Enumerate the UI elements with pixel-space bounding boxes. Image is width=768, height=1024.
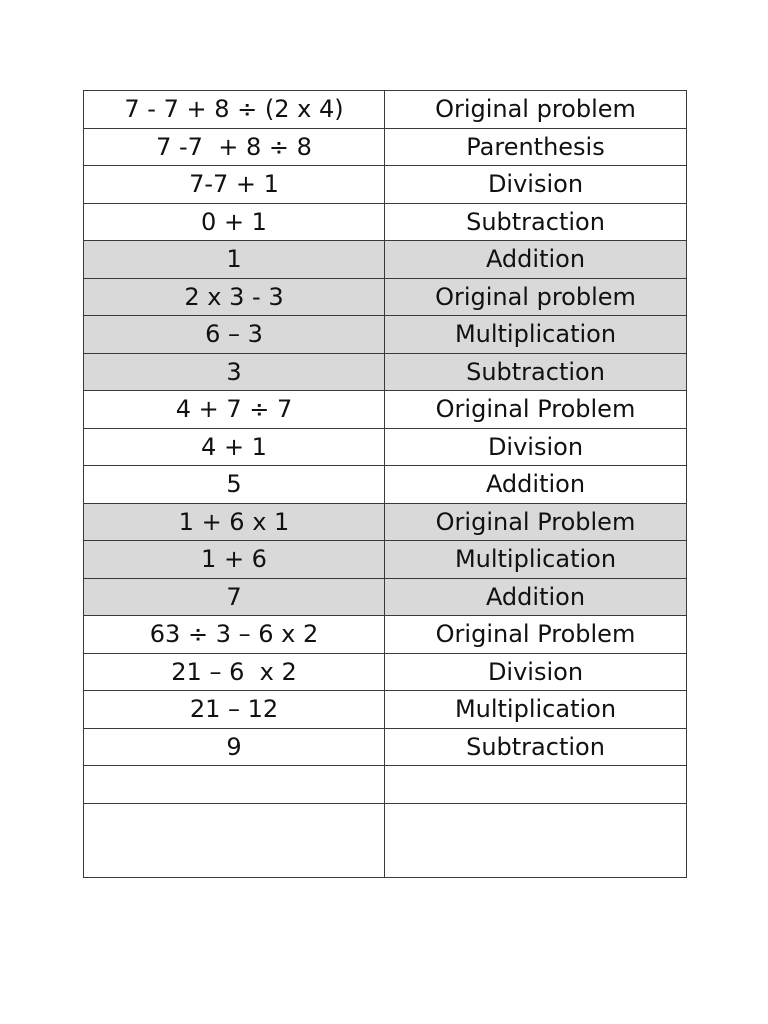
expression-cell: 0 + 1 <box>84 203 385 241</box>
expression-cell: 21 – 6 x 2 <box>84 653 385 691</box>
expression-cell <box>84 803 385 877</box>
step-cell: Original Problem <box>385 616 687 654</box>
table-row <box>84 766 687 804</box>
table-row <box>84 316 687 354</box>
table-row <box>84 728 687 766</box>
table-row <box>84 541 687 579</box>
table-row <box>84 278 687 316</box>
table-row <box>84 91 687 129</box>
table-row <box>84 616 687 654</box>
step-cell: Addition <box>385 241 687 279</box>
step-cell: Multiplication <box>385 316 687 354</box>
expression-cell: 2 x 3 - 3 <box>84 278 385 316</box>
expression-cell <box>84 766 385 804</box>
step-cell: Addition <box>385 466 687 504</box>
expression-cell: 7 - 7 + 8 ÷ (2 x 4) <box>84 91 385 129</box>
expression-cell: 7 <box>84 578 385 616</box>
expression-cell: 1 + 6 <box>84 541 385 579</box>
table-row <box>84 466 687 504</box>
step-cell: Division <box>385 653 687 691</box>
expression-cell: 3 <box>84 353 385 391</box>
step-cell: Multiplication <box>385 691 687 729</box>
step-cell: Original Problem <box>385 503 687 541</box>
step-cell: Subtraction <box>385 203 687 241</box>
table-row <box>84 691 687 729</box>
expression-cell: 63 ÷ 3 – 6 x 2 <box>84 616 385 654</box>
expression-cell: 21 – 12 <box>84 691 385 729</box>
expression-cell: 9 <box>84 728 385 766</box>
expression-cell: 7 -7 + 8 ÷ 8 <box>84 128 385 166</box>
step-cell: Division <box>385 166 687 204</box>
step-cell: Original problem <box>385 91 687 129</box>
order-of-operations-table <box>83 90 687 878</box>
expression-cell: 5 <box>84 466 385 504</box>
step-cell: Original problem <box>385 278 687 316</box>
expression-cell: 7-7 + 1 <box>84 166 385 204</box>
expression-cell: 4 + 7 ÷ 7 <box>84 391 385 429</box>
table-row <box>84 503 687 541</box>
table-row <box>84 578 687 616</box>
table-row <box>84 203 687 241</box>
table-body <box>84 91 687 878</box>
table-row <box>84 128 687 166</box>
table-row <box>84 803 687 877</box>
expression-cell: 1 + 6 x 1 <box>84 503 385 541</box>
table-row <box>84 653 687 691</box>
table-row <box>84 391 687 429</box>
step-cell: Subtraction <box>385 728 687 766</box>
table-row <box>84 166 687 204</box>
step-cell: Original Problem <box>385 391 687 429</box>
expression-cell: 4 + 1 <box>84 428 385 466</box>
step-cell: Addition <box>385 578 687 616</box>
step-cell: Subtraction <box>385 353 687 391</box>
table-row <box>84 241 687 279</box>
step-cell <box>385 803 687 877</box>
step-cell: Division <box>385 428 687 466</box>
expression-cell: 1 <box>84 241 385 279</box>
expression-cell: 6 – 3 <box>84 316 385 354</box>
step-cell: Multiplication <box>385 541 687 579</box>
step-cell <box>385 766 687 804</box>
step-cell: Parenthesis <box>385 128 687 166</box>
table-row <box>84 428 687 466</box>
table-row <box>84 353 687 391</box>
